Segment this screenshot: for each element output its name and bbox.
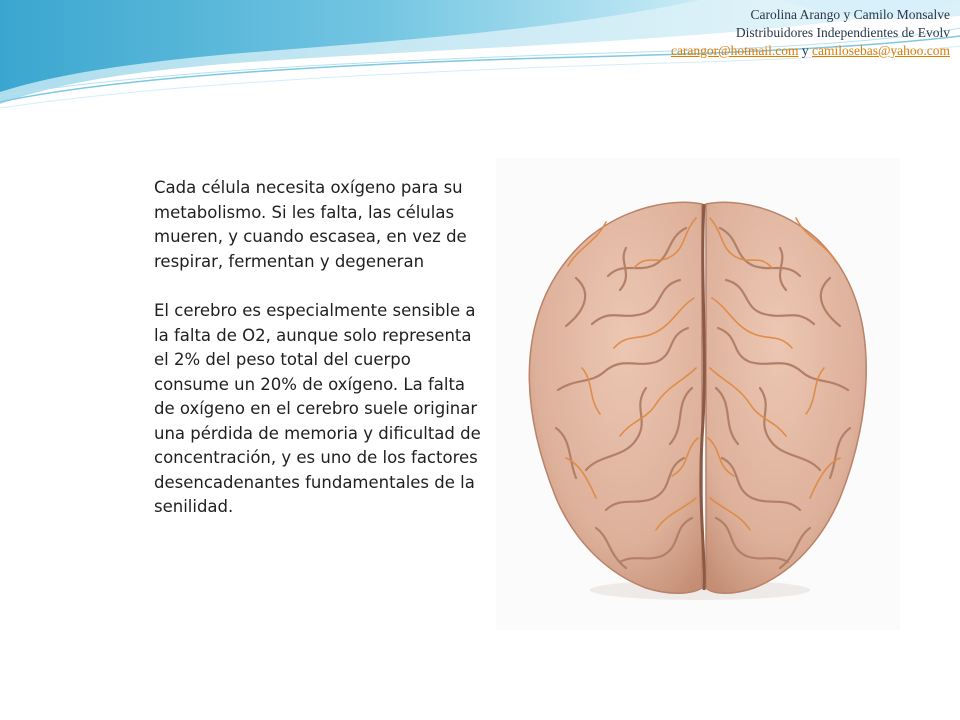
author-names: Carolina Arango y Camilo Monsalve <box>750 7 950 22</box>
paragraph-oxygen-cells: Cada célula necesita oxígeno para su metabolismo. Si les falta, las células mueren, y cuando escasea, en vez de respirar, fermentan y degeneran <box>154 178 467 271</box>
email-separator: y <box>798 43 812 58</box>
paragraph-brain-oxygen: El cerebro es especialmente sensible a la falta de O2, aunque solo representa el 2% del peso total del cuerpo consume un 20% de oxígeno. La falta de oxígeno en el cerebro suele originar una pérdida de memoria y dificultad de concentración, y es uno de los factores desencadenantes fundamentales de la senilidad. <box>154 301 481 516</box>
email-link-carolina[interactable]: carangor@hotmail.com <box>670 43 799 58</box>
body-text <box>154 176 484 545</box>
contact-emails <box>671 42 950 60</box>
author-header <box>671 6 950 60</box>
brain-illustration <box>496 158 900 630</box>
brain-image <box>496 158 900 630</box>
distributor-line: Distribuidores Independientes de Evolv <box>735 25 950 40</box>
email-link-camilo[interactable]: camilosebas@yahoo.com <box>811 43 950 58</box>
